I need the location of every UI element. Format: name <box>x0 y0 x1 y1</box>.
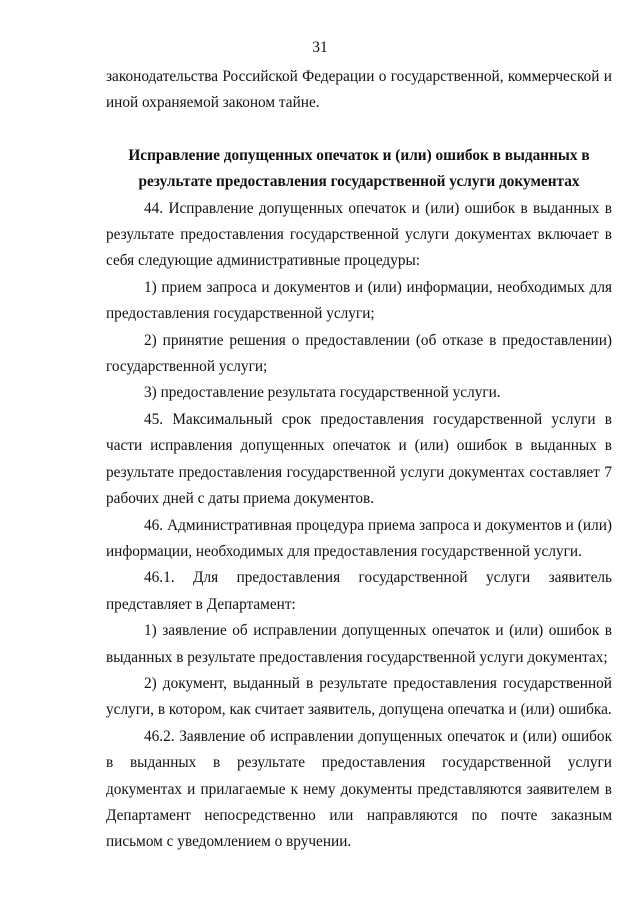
paragraph-46-2: 46.2. Заявление об исправлении допущенных опечаток и (или) ошибок в выданных в результате предоставления государственной услуги документах и прилагаемые к нему документы представляются заявителем в Департамент непосредственно или направляются по почте заказным письмом с уведомлением о вручении. <box>106 727 612 851</box>
section-heading <box>106 143 612 196</box>
paragraph-46-1: 46.1. Для предоставления государственной услуги заявитель представляет в Департамент: <box>106 569 612 613</box>
section-heading-line-2: результате предоставления государственной услуги документах <box>138 173 580 191</box>
paragraph-45: 45. Максимальный срок предоставления государственной услуги в части исправления допущенных опечаток и (или) ошибок в выданных в результате предоставления государственной услуги документах составляет 7 рабочих дней с даты приема документов. <box>106 410 612 508</box>
paragraph-44-item-2: 2) принятие решения о предоставлении (об отказе в предоставлении) государственной услуги; <box>106 331 612 376</box>
page-number: 31 <box>312 39 328 56</box>
document-body <box>106 64 612 856</box>
paragraph-46-1-item-1: 1) заявление об исправлении допущенных опечаток и (или) ошибок в выданных в результате предоставления государственной услуги документах; <box>106 622 612 666</box>
paragraph-44-item-3: 3) предоставление результата государственной услуги. <box>144 384 501 402</box>
section-heading-line-1: Исправление допущенных опечаток и (или) ошибок в выданных в <box>128 146 590 164</box>
paragraph-46-1-item-2: 2) документ, выданный в результате предоставления государственной услуги, в котором, как считает заявитель, допущена опечатка и (или) ошибка. <box>106 674 612 719</box>
paragraph-44-item-1: 1) прием запроса и документов и (или) информации, необходимых для предоставления государственной услуги; <box>106 278 612 323</box>
paragraph-44: 44. Исправление допущенных опечаток и (или) ошибок в выданных в результате предоставления государственной услуги документах включает в себя следующие административные процедуры: <box>106 199 612 270</box>
paragraph-continuation: законодательства Российской Федерации о государственной, коммерческой и иной охраняемой законом тайне. <box>106 68 612 112</box>
paragraph-46: 46. Административная процедура приема запроса и документов и (или) информации, необходимых для предоставления государственной услуги. <box>106 516 612 560</box>
